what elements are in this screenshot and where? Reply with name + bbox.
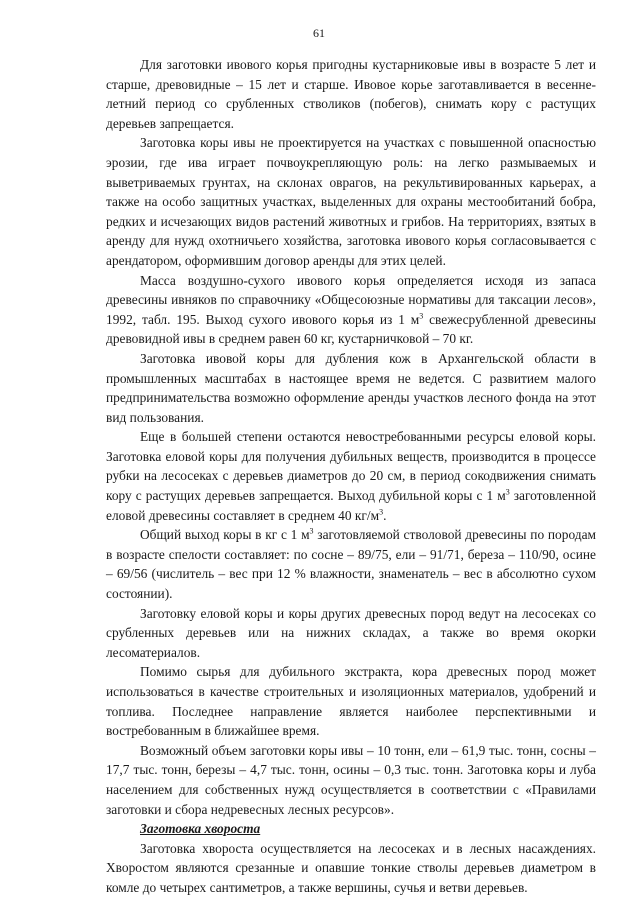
superscript: 3 — [419, 311, 424, 321]
paragraph-willow-bark-age: Для заготовки ивового корья пригодны кустарниковые ивы в возрасте 5 лет и старше, древовидные – 15 лет и старше. Ивовое корье заготавливается в весенне-летний период со срубленных стволиков (побегов), снимать кору с растущих деревьев запрещается. — [106, 57, 596, 131]
text-segment: свежесрубленной древесины древовидной ивы в среднем равен 60 кг, кустарничковой – 70 кг. — [106, 311, 596, 347]
paragraph-spruce-bark — [106, 427, 596, 525]
text-segment: . — [383, 507, 387, 523]
paragraph-willow-bark-mass — [106, 271, 596, 349]
text-segment: заготовляемой стволовой древесины по породам в возрасте спелости составляет: по сосне – 89/75, ели – 91/71, береза – 110/90, осине – 69/56 (числитель – вес при 12 % влажности, знаменатель – вес в абсолютно сухом состоянии). — [106, 527, 596, 602]
paragraph-willow-bark-restrictions: Заготовка коры ивы не проектируется на участках с повышенной опасностью эрозии, где ива играет почвоукрепляющую роль: на легко размываемых и выветриваемых грунтах, на склонах оврагов, на рекультивированных карьерах, а также на особо защитных участках, выделенных для охраны местообитаний бобра, редких и исчезающих видов растений животных и грибов. На территориях, взятых в аренду для нужд охотничьего хозяйства, заготовка ивового корья согласовывается с арендатором, оформившим договор аренды для этих целей. — [106, 135, 596, 268]
superscript: 3 — [309, 526, 314, 536]
section-heading-text: Заготовка хвороста — [140, 821, 261, 837]
paragraph-spruce-bark-harvest-places: Заготовку еловой коры и коры других древесных пород ведут на лесосеках со срубленных деревьев или на нижних складах, а также во время окорки лесоматериалов. — [106, 605, 596, 660]
text-segment: Общий выход коры в кг с 1 м — [140, 527, 310, 543]
page-number: 61 — [313, 26, 325, 40]
text-segment: Еще в большей степени остаются невостребованными ресурсы еловой коры. Заготовка еловой коры для получения дубильных веществ, производится в процессе рубки на лесосеках с деревьев диаметров до 20 см, в период сокодвижения снимать кору с растущих деревьев запрещается. Выход дубильной коры с 1 м — [106, 429, 596, 504]
paragraph-bark-uses: Помимо сырья для дубильного экстракта, кора древесных пород может использоваться в качестве строительных и изоляционных материалов, удобрений и топлива. Последнее направление является наиболее перспективными и востребованным в ближайшее время. — [106, 664, 596, 739]
superscript: 3 — [379, 507, 384, 517]
superscript: 3 — [505, 487, 510, 497]
text-segment: Масса воздушно-сухого ивового корья определяется исходя из запаса древесины ивняков по справочнику «Общесоюзные нормативы для таксации лесов», 1992, табл. 195. Выход сухого ивового корья из 1 м — [106, 272, 596, 327]
paragraph-brushwood: Заготовка хвороста осуществляется на лесосеках и в лесных насаждениях. Хворостом являются срезанные и опавшие тонкие стволы деревьев диаметром в комле до четырех сантиметров, а также вершины, сучья и ветви деревьев. — [106, 840, 596, 895]
paragraph-willow-bark-arkhangelsk: Заготовка ивовой коры для дубления кож в Архангельской области в промышленных масштабах в настоящее время не ведется. С развитием малого предпринимательства возможно оформление аренды участков лесного фонда на этот вид пользования. — [106, 350, 596, 425]
paragraph-bark-volume: Возможный объем заготовки коры ивы – 10 тонн, ели – 61,9 тыс. тонн, сосны – 17,7 тыс. тонн, березы – 4,7 тыс. тонн, осины – 0,3 тыс. тонн. Заготовка коры и луба населением для собственных нужд осуществляется в соответствии с «Правилами заготовки и сбора недревесных лесных ресурсов». — [106, 742, 596, 817]
paragraph-total-bark-yield — [106, 525, 596, 603]
text-segment: заготовленной еловой древесины составляет в среднем 40 кг/м — [106, 488, 596, 523]
section-heading — [106, 819, 596, 839]
